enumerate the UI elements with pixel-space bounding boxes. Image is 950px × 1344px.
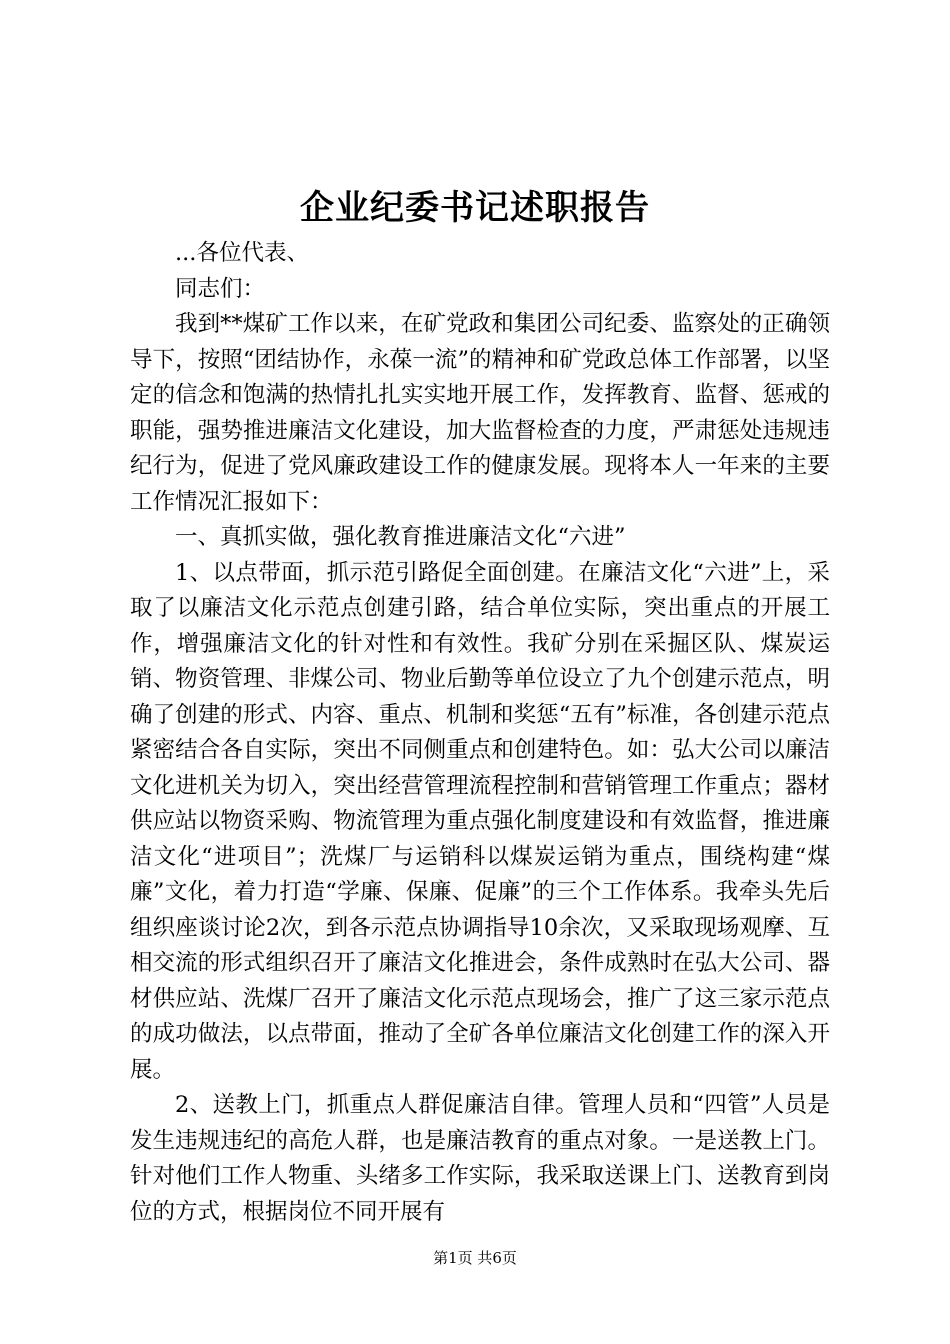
page-number-footer: 第1页 共6页: [433, 1249, 517, 1267]
greeting-line-2: 同志们：: [175, 275, 266, 302]
document-body: [130, 236, 830, 1230]
section-heading-1: 一、真抓实做，强化教育推进廉洁文化“六进”: [175, 524, 626, 550]
greeting-line-1: ...各位代表、: [175, 240, 309, 266]
document-title: 企业纪委书记述职报告: [300, 188, 650, 228]
paragraph-item-2: 2、送教上门，抓重点人群促廉洁自律。管理人员和“四管”人员是发生违规违纪的高危人群，也是廉洁教育的重点对象。一是送教上门。针对他们工作人物重、头绪多工作实际，我采取送课上门、送教育到岗位的方式，根据岗位不同开展有: [130, 1092, 830, 1225]
paragraph-intro: 我到**煤矿工作以来，在矿党政和集团公司纪委、监察处的正确领导下，按照“团结协作，永葆一流”的精神和矿党政总体工作部署，以坚定的信念和饱满的热情扎扎实实地开展工作，发挥教育、监督、惩戒的职能，强势推进廉洁文化建设，加大监督检查的力度，严肃惩处违规违纪行为，促进了党风廉政建设工作的健康发展。现将本人一年来的主要工作情况汇报如下：: [130, 311, 830, 515]
paragraph-item-1: 1、以点带面，抓示范引路促全面创建。在廉洁文化“六进”上，采取了以廉洁文化示范点创建引路，结合单位实际，突出重点的开展工作，增强廉洁文化的针对性和有效性。我矿分别在采掘区队、煤炭运销、物资管理、非煤公司、物业后勤等单位设立了九个创建示范点，明确了创建的形式、内容、重点、机制和奖惩“五有”标准，各创建示范点紧密结合各自实际，突出不同侧重点和创建特色。如：弘大公司以廉洁文化进机关为切入，突出经营管理流程控制和营销管理工作重点；器材供应站以物资采购、物流管理为重点强化制度建设和有效监督，推进廉洁文化“进项目”；洗煤厂与运销科以煤炭运销为重点，围绕构建“煤廉”文化，着力打造“学廉、保廉、促廉”的三个工作体系。我牵头先后组织座谈讨论2次，到各示范点协调指导10余次，又采取现场观摩、互相交流的形式组织召开了廉洁文化推进会，条件成熟时在弘大公司、器材供应站、洗煤厂召开了廉洁文化示范点现场会，推广了这三家示范点的成功做法，以点带面，推动了全矿各单位廉洁文化创建工作的深入开展。: [130, 559, 830, 1083]
